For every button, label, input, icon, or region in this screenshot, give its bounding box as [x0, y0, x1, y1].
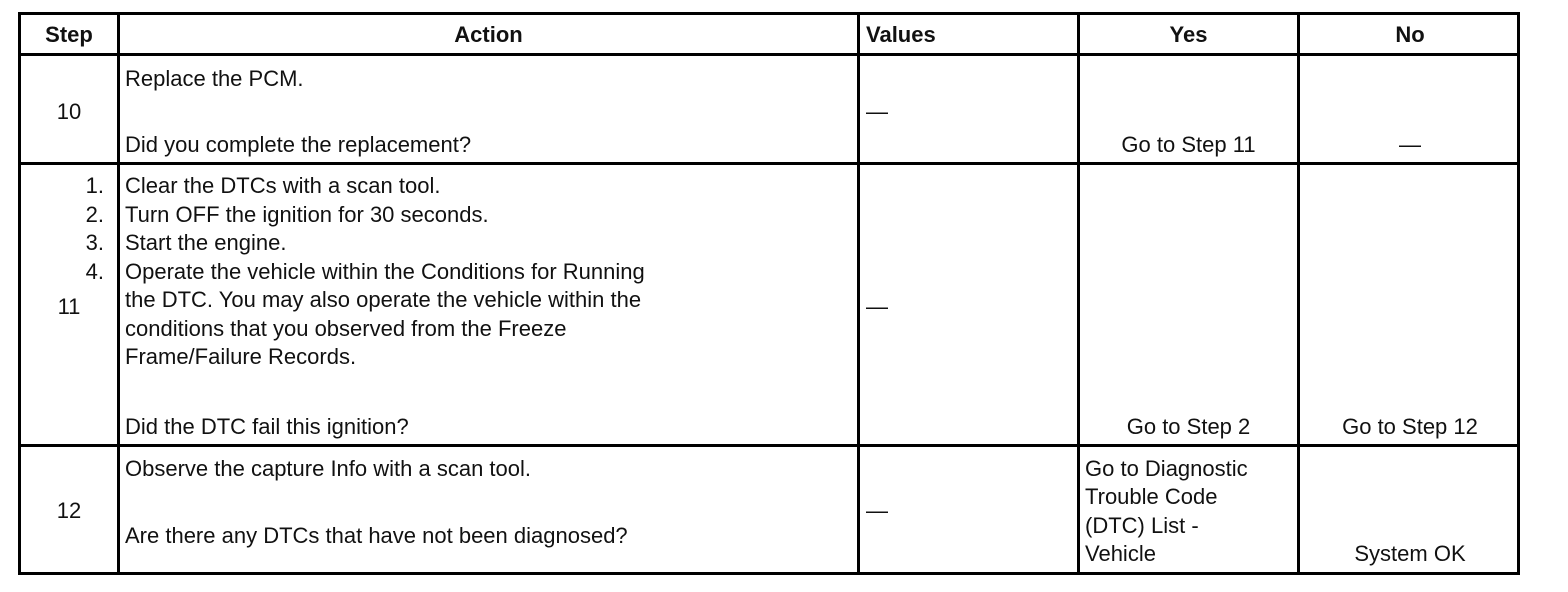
procedure-step: [21, 201, 645, 230]
no-cell: System OK: [1354, 541, 1466, 566]
column-divider: [1077, 15, 1080, 572]
step-number: 11: [57, 294, 81, 319]
action-question: Did you complete the replacement?: [125, 132, 472, 157]
procedure-step: [21, 172, 645, 201]
procedure-step-number: 4.: [85, 258, 104, 284]
no-cell: Go to Step 12: [1342, 414, 1478, 439]
column-divider: [1297, 15, 1300, 572]
action-text: Replace the PCM.: [125, 66, 304, 91]
action-question: Did the DTC fail this ignition?: [125, 414, 409, 439]
procedure-step-text: Turn OFF the ignition for 30 seconds.: [125, 201, 489, 227]
step-number: 10: [56, 99, 82, 124]
column-divider: [857, 15, 860, 572]
yes-cell: Go to Step 11: [1121, 132, 1256, 157]
step-number: 12: [56, 498, 82, 523]
procedure-list: [21, 172, 645, 372]
procedure-step-text: conditions that you observed from the Freeze: [125, 315, 567, 341]
procedure-step-text: Frame/Failure Records.: [125, 344, 357, 369]
action-text: Observe the capture Info with a scan tool.: [125, 456, 532, 481]
no-cell: —: [1399, 132, 1421, 157]
header-action: Action: [454, 22, 523, 47]
yes-cell-line: (DTC) List -: [1085, 513, 1199, 538]
yes-cell-line: Trouble Code: [1085, 484, 1218, 509]
procedure-step-number: 1.: [85, 173, 104, 198]
yes-cell-line: Vehicle: [1085, 541, 1156, 566]
procedure-step-text: the DTC. You may also operate the vehicle within the: [125, 287, 642, 312]
procedure-step-number: 3.: [85, 230, 104, 255]
procedure-step-text: Clear the DTCs with a scan tool.: [125, 173, 441, 198]
header-values: Values: [866, 22, 936, 47]
yes-cell: Go to Step 2: [1126, 414, 1251, 439]
procedure-step: [21, 258, 645, 372]
header-divider: [21, 53, 1517, 56]
yes-cell-line: Go to Diagnostic: [1085, 456, 1248, 481]
values-cell: —: [866, 99, 888, 124]
header-yes: Yes: [1169, 22, 1208, 47]
row-divider: [21, 162, 1517, 165]
diagnostic-table: [18, 12, 1520, 575]
values-cell: —: [866, 498, 888, 523]
values-cell: —: [866, 294, 888, 319]
header-no: No: [1395, 22, 1425, 47]
header-step: Step: [45, 22, 93, 47]
row-divider: [21, 444, 1517, 447]
procedure-step-text: Start the engine.: [125, 230, 287, 255]
procedure-step: [21, 229, 645, 258]
procedure-step-number: 2.: [85, 201, 104, 227]
procedure-step-text: Operate the vehicle within the Conditions for Running: [125, 258, 645, 284]
action-question: Are there any DTCs that have not been diagnosed?: [125, 523, 628, 548]
